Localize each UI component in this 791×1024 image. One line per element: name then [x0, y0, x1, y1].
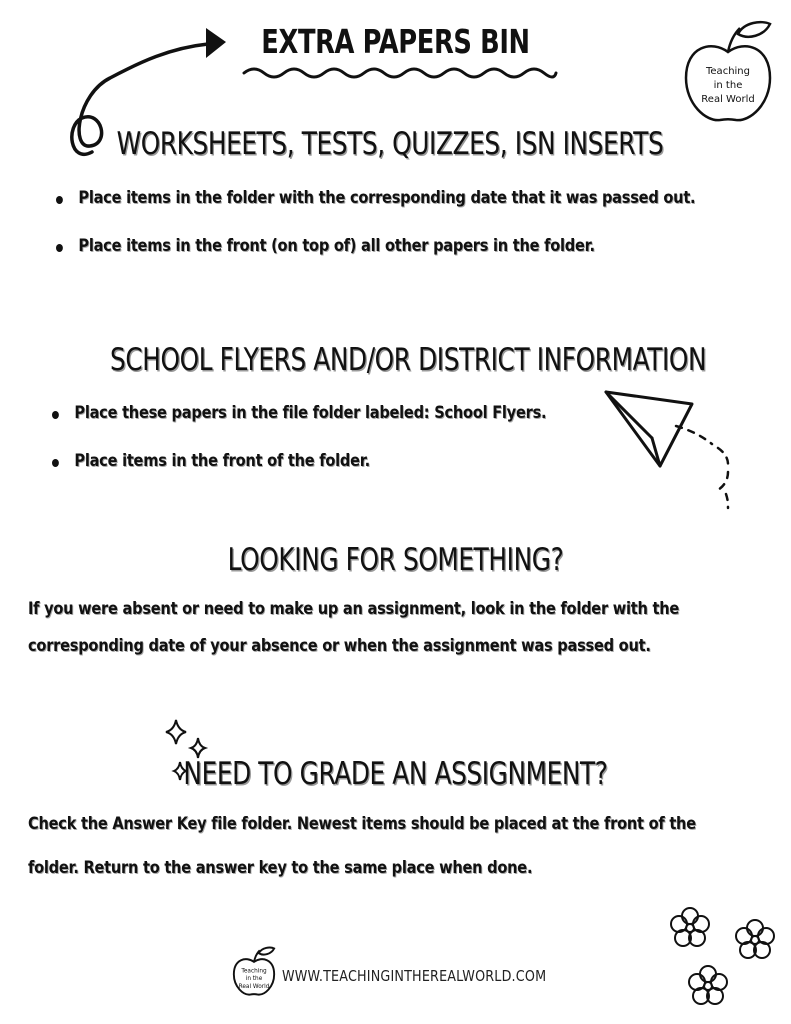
footer-logo-text-line2: in the	[245, 976, 263, 983]
footer-logo-text-line3: Real World	[238, 983, 270, 990]
looking-paragraph-line-2: corresponding date of your absence or when the assignment was passed out.	[28, 636, 651, 656]
logo-text-line2: in the	[713, 80, 743, 91]
worksheets-list	[56, 188, 791, 266]
school-flyers-list	[52, 403, 627, 481]
list-item: Place items in the front (on top of) all other papers in the folder.	[56, 236, 695, 266]
grade-paragraph-line-1: Check the Answer Key file folder. Newest items should be placed at the front of the	[28, 814, 696, 834]
section-heading-looking: LOOKING FOR SOMETHING?	[227, 542, 564, 578]
section-heading-grade: NEED TO GRADE AN ASSIGNMENT?	[183, 756, 608, 792]
flower-icon	[660, 898, 785, 1018]
list-item: Place items in the folder with the corresponding date that it was passed out.	[56, 188, 695, 218]
section-heading-school-flyers: SCHOOL FLYERS AND/OR DISTRICT INFORMATION	[110, 342, 707, 378]
grade-paragraph-line-2: folder. Return to the answer key to the same place when done.	[28, 858, 533, 878]
looking-paragraph-line-1: If you were absent or need to make up an assignment, look in the folder with the	[28, 599, 680, 619]
list-item: Place these papers in the file folder labeled: School Flyers.	[52, 403, 546, 433]
apple-logo-icon	[678, 16, 778, 126]
list-item: Place items in the front of the folder.	[52, 451, 546, 481]
logo-text-line3: Real World	[701, 94, 755, 105]
footer-logo-text-line1: Teaching	[241, 968, 267, 975]
footer-url: WWW.TEACHINGINTHEREALWORLD.COM	[282, 967, 547, 985]
logo-text-line1: Teaching	[706, 66, 750, 77]
footer-apple-logo-icon	[230, 944, 278, 998]
title-wavy-underline	[240, 64, 560, 82]
paper-plane-icon	[600, 386, 750, 516]
page-title: EXTRA PAPERS BIN	[261, 22, 530, 61]
section-heading-worksheets: WORKSHEETS, TESTS, QUIZZES, ISN INSERTS	[116, 126, 664, 162]
